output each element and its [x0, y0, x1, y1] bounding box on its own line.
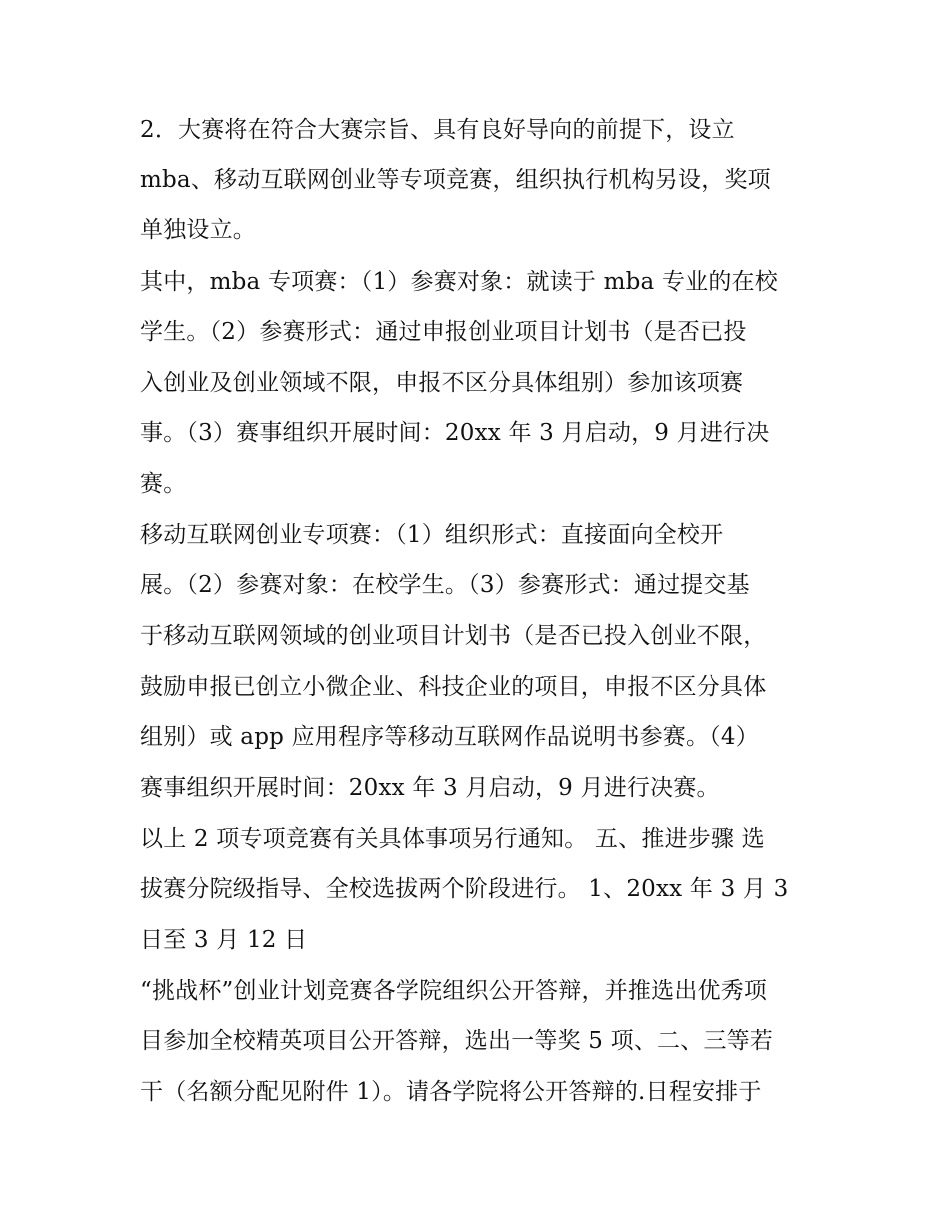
text-line: 以上 2 项专项竞赛有关具体事项另行通知。 五、推进步骤 选 [140, 826, 765, 852]
text-line: 赛事组织开展时间：20xx 年 3 月启动，9 月进行决赛。 [140, 775, 720, 801]
text-line: 其中，mba 专项赛：（1）参赛对象：就读于 mba 专业的在校 [140, 269, 778, 295]
text-line: 单独设立。 [140, 217, 256, 243]
text-line: mba、移动互联网创业等专项竞赛，组织执行机构另设，奖项 [140, 167, 771, 193]
text-line: 日至 3 月 12 日 [140, 927, 308, 953]
text-line: 展。（2）参赛对象：在校学生。（3）参赛形式：通过提交基 [140, 572, 750, 598]
text-line: 入创业及创业领域不限，申报不区分具体组别）参加该项赛 [140, 370, 744, 396]
text-line: 组别）或 app 应用程序等移动互联网作品说明书参赛。（4） [140, 724, 759, 750]
text-line: 鼓励申报已创立小微企业、科技企业的项目，申报不区分具体 [140, 674, 767, 700]
text-line: 于移动互联网领域的创业项目计划书（是否已投入创业不限， [140, 623, 767, 649]
text-line: 目参加全校精英项目公开答辩，选出一等奖 5 项、二、三等若 [140, 1028, 774, 1054]
text-line: 赛。 [140, 471, 187, 497]
text-line: 学生。（2）参赛形式：通过申报创业项目计划书（是否已投 [140, 319, 747, 345]
text-line: 拔赛分院级指导、全校选拔两个阶段进行。 1、20xx 年 3 月 3 [140, 876, 789, 902]
text-line: 干（名额分配见附件 1）。请各学院将公开答辩的.日程安排于 [140, 1079, 762, 1105]
text-line: 事。（3）赛事组织开展时间：20xx 年 3 月启动，9 月进行决 [140, 420, 770, 446]
text-line: “挑战杯”创业计划竞赛各学院组织公开答辩，并推选出优秀项 [140, 978, 768, 1004]
text-line: 移动互联网创业专项赛：（1）组织形式：直接面向全校开 [140, 522, 724, 548]
text-line: 2．大赛将在符合大赛宗旨、具有良好导向的前提下，设立 [140, 117, 735, 143]
